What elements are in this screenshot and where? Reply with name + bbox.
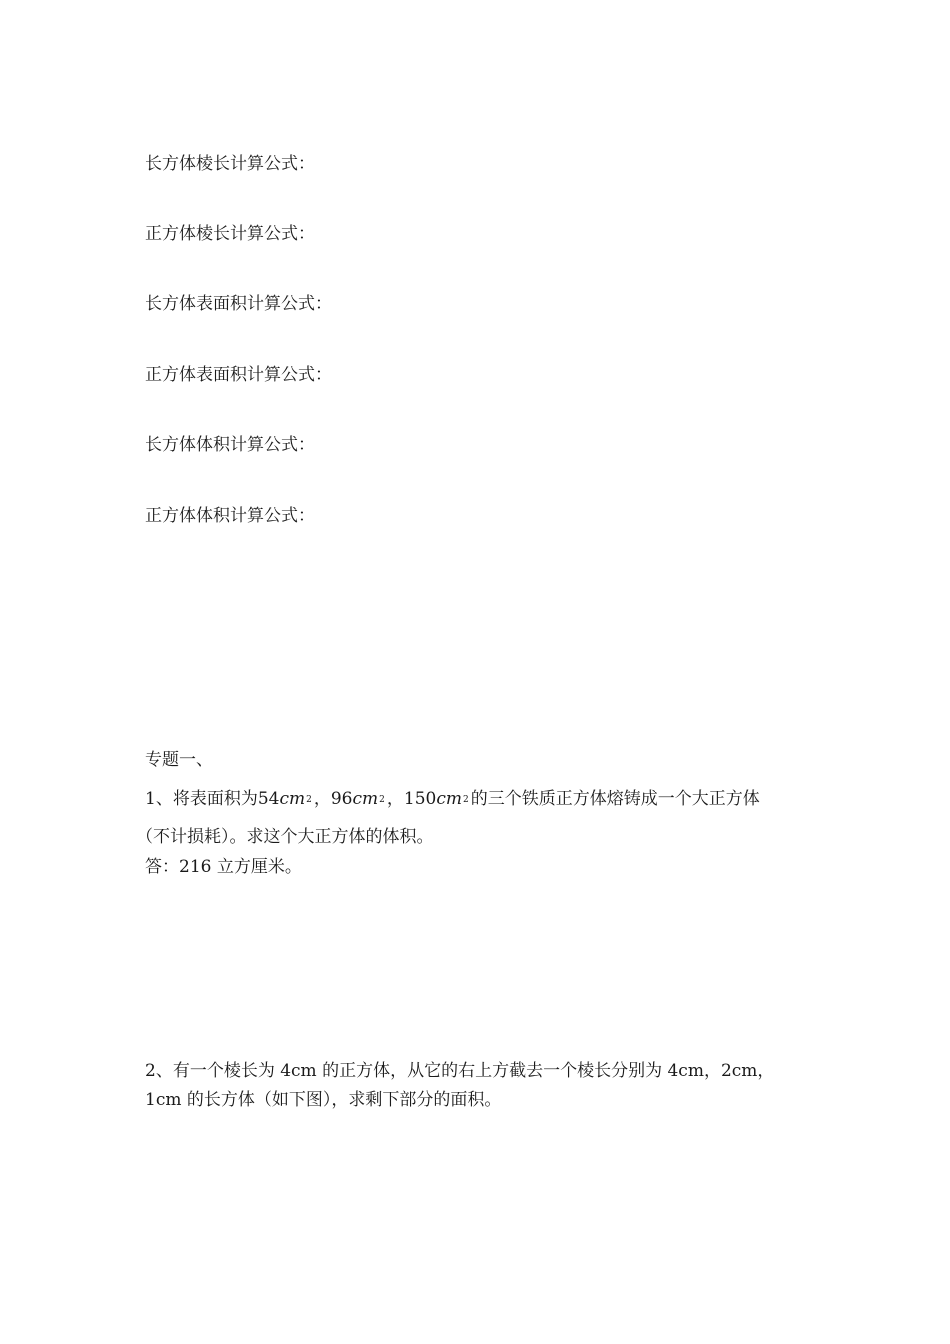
unit-cm: cm: [279, 789, 306, 809]
comma: ，: [313, 789, 331, 809]
exponent: 2: [463, 795, 469, 805]
problem1-line2: （不计损耗）。求这个大正方体的体积。: [136, 827, 434, 847]
exponent: 2: [379, 795, 385, 805]
exponent: 2: [306, 795, 312, 805]
value-150: 150: [403, 789, 437, 809]
formula-cube-edge: 正方体棱长计算公式：: [145, 224, 315, 244]
unit-cm: cm: [436, 789, 462, 809]
unit-cm: cm: [352, 789, 379, 809]
problem2-line2: 1cm 的长方体（如下图），求剩下部分的面积。: [145, 1090, 502, 1110]
formula-cuboid-volume: 长方体体积计算公式：: [145, 435, 315, 455]
value-54: 54: [257, 789, 280, 809]
value-96: 96: [330, 789, 353, 809]
problem2-line1: 2、有一个棱长为 4cm 的正方体，从它的右上方截去一个棱长分别为 4cm，2cm，: [145, 1061, 775, 1081]
formula-cube-surface: 正方体表面积计算公式：: [145, 365, 332, 385]
problem1-prefix: 1、将表面积为: [145, 789, 258, 809]
formula-cuboid-edge: 长方体棱长计算公式：: [145, 154, 315, 174]
formula-cube-volume: 正方体体积计算公式：: [145, 506, 315, 526]
comma: ，: [386, 789, 404, 809]
problem1-answer: 答：216 立方厘米。: [145, 857, 302, 877]
formula-cuboid-surface: 长方体表面积计算公式：: [145, 294, 332, 314]
section-title: 专题一、: [145, 750, 213, 770]
problem1-line1: [145, 787, 760, 811]
problem1-suffix: 的三个铁质正方体熔铸成一个大正方体: [470, 789, 760, 809]
